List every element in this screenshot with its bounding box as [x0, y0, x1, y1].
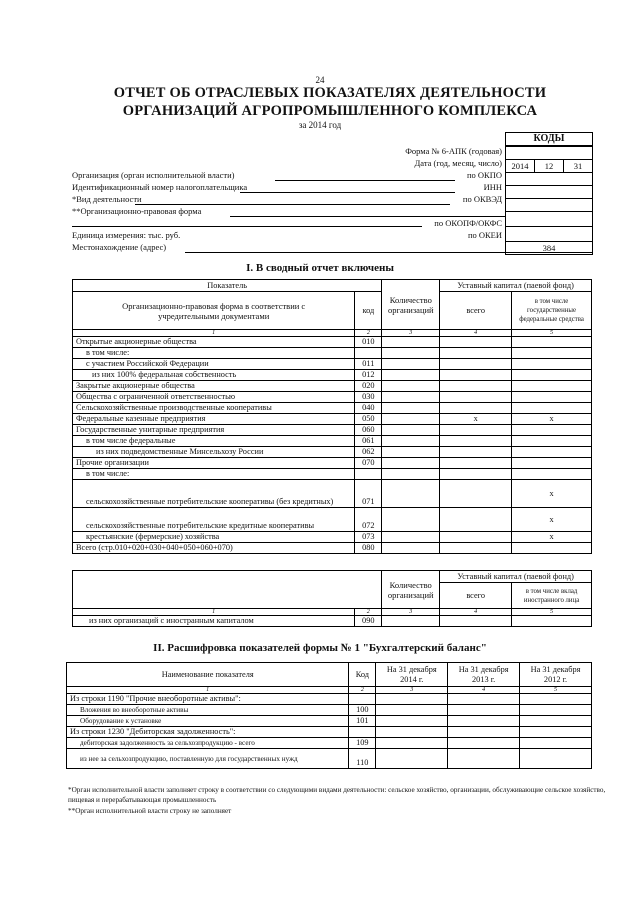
cell-2013[interactable] — [448, 716, 520, 727]
cell-federal[interactable] — [512, 381, 592, 392]
cell-federal[interactable] — [512, 480, 592, 508]
date-year[interactable]: 2014 — [506, 160, 535, 172]
table-row — [73, 337, 592, 348]
row-code: 010 — [355, 337, 382, 348]
cell-federal[interactable] — [512, 392, 592, 403]
row-code: 050 — [355, 414, 382, 425]
section1b-table — [72, 570, 592, 627]
table-row — [73, 370, 592, 381]
cell-count[interactable] — [382, 508, 440, 532]
cell-2014[interactable] — [376, 716, 448, 727]
page-number: 24 — [315, 75, 325, 85]
cell-total[interactable] — [440, 532, 512, 543]
header-code-2: Код — [349, 663, 376, 687]
date-day[interactable]: 31 — [573, 161, 583, 171]
cell-total[interactable] — [440, 403, 512, 414]
cell-count[interactable] — [382, 458, 440, 469]
date-cells — [505, 160, 593, 173]
unit-label: Единица измерения: тыс. руб. — [72, 230, 181, 240]
okei-code-cell: 384 — [505, 242, 593, 255]
table-row — [73, 425, 592, 436]
row-code — [349, 694, 376, 705]
row-label: Сельскохозяйственные производственные кооперативы — [73, 403, 355, 414]
x-mark: х — [549, 414, 554, 423]
table-row — [73, 414, 592, 425]
inn-label: Идентификационный номер налогоплательщика — [72, 182, 248, 192]
cell-count[interactable] — [382, 348, 440, 359]
x-mark: х — [473, 414, 478, 423]
row-code: 020 — [355, 381, 382, 392]
cell-2012[interactable] — [520, 749, 592, 769]
cell-count[interactable] — [382, 469, 440, 480]
form-label: Форма № 6-АПК (годовая) — [405, 146, 502, 156]
row-label: в том числе: — [73, 348, 355, 359]
row-code: 062 — [355, 447, 382, 458]
cell-count[interactable] — [382, 414, 440, 425]
cell-total[interactable] — [440, 458, 512, 469]
header-capital-2: Уставный капитал (паевой фонд) — [440, 571, 592, 583]
x-mark: х — [549, 514, 554, 524]
row-label: из них 100% федеральная собственность — [73, 370, 355, 381]
cell-federal[interactable] — [512, 508, 592, 532]
table-row — [73, 480, 592, 508]
cell-2014[interactable] — [376, 705, 448, 716]
cell-total[interactable] — [440, 480, 512, 508]
cell-2014[interactable] — [376, 749, 448, 769]
column-numbers-3: 1 2 3 4 5 — [67, 687, 592, 694]
table-row — [73, 392, 592, 403]
okei-label: по ОКЕИ — [467, 230, 502, 240]
cell-count[interactable] — [382, 403, 440, 414]
cell-federal[interactable] — [512, 543, 592, 554]
cell-total[interactable] — [440, 508, 512, 532]
cell-federal[interactable] — [512, 425, 592, 436]
cell-total[interactable] — [440, 543, 512, 554]
row-label: Прочие организации — [73, 458, 355, 469]
cell-2012[interactable] — [520, 716, 592, 727]
org-label: Организация (орган исполнительной власти) — [72, 170, 235, 180]
okopf-label: по ОКОПФ/ОКФС — [434, 218, 502, 228]
table-row — [73, 447, 592, 458]
cell-federal[interactable] — [512, 359, 592, 370]
cell-count[interactable] — [382, 616, 440, 627]
codes-header: КОДЫ — [505, 132, 593, 146]
cell-2014[interactable] — [376, 727, 448, 738]
table-row — [73, 543, 592, 554]
cell-count[interactable] — [382, 436, 440, 447]
inn-right-label: ИНН — [483, 182, 502, 192]
row-code: 040 — [355, 403, 382, 414]
cell-2013[interactable] — [448, 749, 520, 769]
cell-count[interactable] — [382, 337, 440, 348]
header-indicator: Показатель — [73, 280, 382, 292]
address-line[interactable] — [185, 252, 593, 253]
row-label: Всего (стр.010+020+030+040+050+060+070) — [73, 543, 355, 554]
okved-label: по ОКВЭД — [462, 194, 502, 204]
table-row — [67, 716, 592, 727]
row-code: 090 — [355, 616, 382, 627]
row-code: 011 — [355, 359, 382, 370]
table-row — [73, 469, 592, 480]
cell-count[interactable] — [382, 447, 440, 458]
header-2012: На 31 декабря 2012 г. — [520, 663, 592, 687]
header-name: Наименование показателя — [67, 663, 349, 687]
row-label: из нее за сельхозпродукцию, поставленную для государственных нужд — [67, 749, 349, 769]
cell-count[interactable] — [382, 543, 440, 554]
activity-line[interactable] — [135, 204, 450, 205]
table-row — [73, 403, 592, 414]
row-code: 070 — [355, 458, 382, 469]
date-month[interactable]: 12 — [535, 160, 564, 172]
row-code: 071 — [355, 480, 382, 508]
row-code: 101 — [349, 716, 376, 727]
report-title-line1: ОТЧЕТ ОБ ОТРАСЛЕВЫХ ПОКАЗАТЕЛЯХ ДЕЯТЕЛЬНОСТИ — [113, 85, 547, 101]
row-label: Оборудование к установке — [67, 716, 349, 727]
cell-total[interactable] — [440, 348, 512, 359]
row-code: 073 — [355, 532, 382, 543]
header-2014: На 31 декабря 2014 г. — [376, 663, 448, 687]
header-total-2: всего — [440, 583, 512, 609]
table-row — [73, 436, 592, 447]
row-label: в том числе: — [73, 469, 355, 480]
cell-federal[interactable] — [512, 469, 592, 480]
inn-line[interactable] — [240, 192, 455, 193]
row-label: из них организаций с иностранным капиталом — [73, 616, 355, 627]
cell-2012[interactable] — [520, 738, 592, 749]
header-form: Организационно-правовая форма в соответствии с учредительными документами — [73, 292, 355, 330]
row-label: в том числе федеральные — [73, 436, 355, 447]
cell-total[interactable] — [440, 381, 512, 392]
table-row — [67, 749, 592, 769]
column-numbers-2: 1 2 3 4 5 — [73, 609, 592, 616]
cell-total[interactable] — [440, 414, 512, 425]
table-row — [73, 381, 592, 392]
cell-2013[interactable] — [448, 694, 520, 705]
cell-2013[interactable] — [448, 705, 520, 716]
row-code: 030 — [355, 392, 382, 403]
inn-code-cell[interactable] — [505, 186, 593, 199]
cell-2012[interactable] — [520, 705, 592, 716]
header-capital: Уставный капитал (паевой фонд) — [440, 280, 592, 292]
table-row — [67, 738, 592, 749]
table-row — [73, 359, 592, 370]
cell-total[interactable] — [440, 616, 512, 627]
row-code: 060 — [355, 425, 382, 436]
row-label: крестьянские (фермерские) хозяйства — [73, 532, 355, 543]
row-label: дебиторская задолженность за сельхозпродукцию - всего — [67, 738, 349, 749]
cell-count[interactable] — [382, 370, 440, 381]
cell-total[interactable] — [440, 447, 512, 458]
table-row — [73, 348, 592, 359]
cell-count[interactable] — [382, 480, 440, 508]
header-2013: На 31 декабря 2013 г. — [448, 663, 520, 687]
cell-federal[interactable] — [512, 532, 592, 543]
row-label: Закрытые акционерные общества — [73, 381, 355, 392]
cell-2013[interactable] — [448, 738, 520, 749]
table-row — [73, 508, 592, 532]
section2-title: II. Расшифровка показателей формы № 1 "Бухгалтерский баланс" — [153, 642, 487, 654]
cell-count[interactable] — [382, 532, 440, 543]
legal-form-label: **Организационно-правовая форма — [72, 206, 202, 216]
cell-2013[interactable] — [448, 727, 520, 738]
date-label: Дата (год, месяц, число) — [414, 158, 502, 168]
x-mark: х — [549, 532, 554, 541]
row-label: Открытые акционерные общества — [73, 337, 355, 348]
report-year: за 2014 год — [298, 120, 342, 130]
cell-count[interactable] — [382, 381, 440, 392]
footnote-legal-form: **Орган исполнительной власти строку не заполняет — [68, 807, 232, 815]
cell-total[interactable] — [440, 436, 512, 447]
row-label: Из строки 1190 "Прочие внеоборотные активы": — [67, 694, 349, 705]
cell-count[interactable] — [382, 359, 440, 370]
cell-total[interactable] — [440, 425, 512, 436]
cell-federal[interactable] — [512, 436, 592, 447]
cell-federal[interactable] — [512, 447, 592, 458]
row-label: сельскохозяйственные потребительские кооперативы (без кредитных) — [73, 480, 355, 508]
row-code: 080 — [355, 543, 382, 554]
cell-total[interactable] — [440, 469, 512, 480]
header-count-2: Количество организаций — [382, 571, 440, 609]
table-row — [67, 694, 592, 705]
row-label: Вложения во внеоборотные активы — [67, 705, 349, 716]
row-code: 100 — [349, 705, 376, 716]
row-label: с участием Российской Федерации — [73, 359, 355, 370]
row-code — [355, 348, 382, 359]
row-code — [355, 469, 382, 480]
header-total: всего — [440, 292, 512, 330]
row-label: Из строки 1230 "Дебиторская задолженность": — [67, 727, 349, 738]
cell-total[interactable] — [440, 370, 512, 381]
row-label: сельскохозяйственные потребительские кредитные кооперативы — [73, 508, 355, 532]
row-label: Государственные унитарные предприятия — [73, 425, 355, 436]
legal-form-line[interactable] — [230, 216, 505, 217]
row-code: 061 — [355, 436, 382, 447]
section1-title: I. В сводный отчет включены — [246, 262, 394, 274]
table-row — [73, 458, 592, 469]
cell-federal[interactable] — [512, 458, 592, 469]
cell-federal[interactable] — [512, 348, 592, 359]
org-line[interactable] — [275, 180, 455, 181]
section2-table — [66, 662, 592, 769]
okpo-label: по ОКПО — [466, 170, 502, 180]
footnote-activity: *Орган исполнительной власти заполняет строку в соответствии со следующими видами деятельности: сельское хозяйство, организации, обслуживающие сельское хозяйство, пищевая и перерабатывающая промышленность — [68, 786, 606, 804]
table-row — [67, 705, 592, 716]
cell-count[interactable] — [382, 392, 440, 403]
cell-2014[interactable] — [376, 738, 448, 749]
activity-label: *Вид деятельности — [72, 194, 142, 204]
okved-code-cell[interactable] — [505, 199, 593, 212]
okfs-code-cell[interactable] — [505, 227, 593, 242]
header-count: Количество организаций — [382, 280, 440, 330]
column-numbers: 1 2 3 4 5 — [73, 330, 592, 337]
address-label: Местонахождение (адрес) — [72, 242, 167, 252]
okpo-code-cell[interactable] — [505, 173, 593, 186]
form-code-cell[interactable] — [505, 146, 593, 160]
cell-total[interactable] — [440, 359, 512, 370]
table-row — [73, 532, 592, 543]
okopf-code-cell[interactable] — [505, 212, 593, 227]
codes-box — [505, 132, 593, 255]
cell-federal[interactable] — [512, 337, 592, 348]
cell-total[interactable] — [440, 392, 512, 403]
row-code: 110 — [349, 749, 376, 769]
cell-count[interactable] — [382, 425, 440, 436]
cell-federal[interactable] — [512, 403, 592, 414]
cell-2012[interactable] — [520, 694, 592, 705]
legal-form-line2[interactable] — [72, 226, 422, 227]
header-code: код — [355, 292, 382, 330]
header-federal: в том числе государственные федеральные средства — [512, 292, 592, 330]
row-code: 072 — [355, 508, 382, 532]
row-label: из них подведомственные Минсельхозу России — [73, 447, 355, 458]
row-code — [349, 727, 376, 738]
table-row — [73, 616, 592, 627]
row-code: 109 — [349, 738, 376, 749]
header-foreign: в том числе вклад иностранного лица — [512, 583, 592, 609]
report-title-line2: ОРГАНИЗАЦИЙ АГРОПРОМЫШЛЕННОГО КОМПЛЕКСА — [122, 103, 538, 119]
cell-federal[interactable] — [512, 370, 592, 381]
x-mark: х — [549, 488, 554, 498]
section1-table — [72, 279, 592, 554]
cell-federal[interactable] — [512, 414, 592, 425]
row-label: Федеральные казенные предприятия — [73, 414, 355, 425]
cell-foreign[interactable] — [512, 616, 592, 627]
row-label: Общества с ограниченной ответственностью — [73, 392, 355, 403]
row-code: 012 — [355, 370, 382, 381]
cell-2014[interactable] — [376, 694, 448, 705]
cell-total[interactable] — [440, 337, 512, 348]
table-row — [67, 727, 592, 738]
cell-2012[interactable] — [520, 727, 592, 738]
